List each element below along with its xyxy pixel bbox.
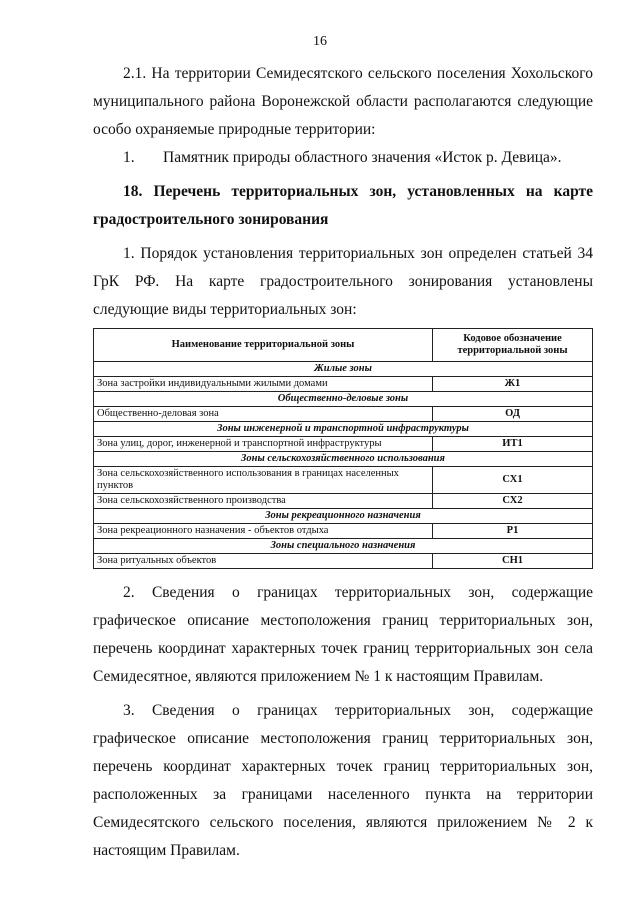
zone-code: Ж1 [433,377,593,392]
zone-code: СХ2 [433,494,593,509]
zone-name: Зона сельскохозяйственного производства [94,494,433,509]
zone-code: Р1 [433,524,593,539]
list-item [93,144,593,172]
table-row [94,377,593,392]
zone-name: Зона сельскохозяйственного использования в границах населенных пунктов [94,467,433,494]
table-row [94,554,593,569]
table-row [94,494,593,509]
zone-name: Общественно-деловая зона [94,407,433,422]
header-zone-name: Наименование территориальной зоны [94,329,433,362]
paragraph-1: 1. Порядок установления территориальных зон определен статьей 34 ГрК РФ. На карте градостроительного зонирования установлены следующие виды территориальных зон: [93,245,593,318]
header-zone-code: Кодовое обозначение территориальной зоны [433,329,593,362]
group-title: Зоны рекреационного назначения [94,509,593,524]
document-body [93,60,593,865]
table-row [94,524,593,539]
paragraph-2: 2. Сведения о границах территориальных зон, содержащие графическое описание местоположения границ территориальных зон, перечень координат характерных точек границ территориальных зон села Семидесятное, являются приложением № 1 к настоящим Правилам. [93,584,593,685]
group-row [94,509,593,524]
group-title: Общественно-деловые зоны [94,392,593,407]
table-header-row [94,329,593,362]
zone-name: Зона рекреационного назначения - объектов отдыха [94,524,433,539]
zone-code: ОД [433,407,593,422]
table-row [94,437,593,452]
zone-name: Зона ритуальных объектов [94,554,433,569]
table-row [94,467,593,494]
page-number: 16 [313,34,327,49]
zones-table [93,328,593,569]
group-row [94,452,593,467]
zone-name: Зона улиц, дорог, инженерной и транспортной инфраструктуры [94,437,433,452]
paragraph-2-1: 2.1. На территории Семидесятского сельского поселения Хохольского муниципального района Воронежской области располагаются следующие особо охраняемые природные территории: [93,65,593,138]
list-item-number: 1. [123,149,135,166]
group-row [94,539,593,554]
group-row [94,392,593,407]
paragraph-3: 3. Сведения о границах территориальных зон, содержащие графическое описание местоположения границ территориальных зон, перечень координат характерных точек границ территориальных зон, расположенных за границами населенного пункта на территории Семидесятского сельского поселения, являются приложением № 2 к настоящим Правилам. [93,702,593,859]
zone-code: СН1 [433,554,593,569]
group-title: Зоны специального назначения [94,539,593,554]
section-heading: 18. Перечень территориальных зон, установленных на карте градостроительного зонирования [93,183,593,228]
group-title: Зоны инженерной и транспортной инфраструктуры [94,422,593,437]
group-row [94,422,593,437]
group-title: Зоны сельскохозяйственного использования [94,452,593,467]
zone-code: СХ1 [433,467,593,494]
zone-code: ИТ1 [433,437,593,452]
group-title: Жилые зоны [94,362,593,377]
group-row [94,362,593,377]
table-row [94,407,593,422]
zone-name: Зона застройки индивидуальными жилыми домами [94,377,433,392]
list-item-text: Памятник природы областного значения «Исток р. Девица». [163,149,562,166]
